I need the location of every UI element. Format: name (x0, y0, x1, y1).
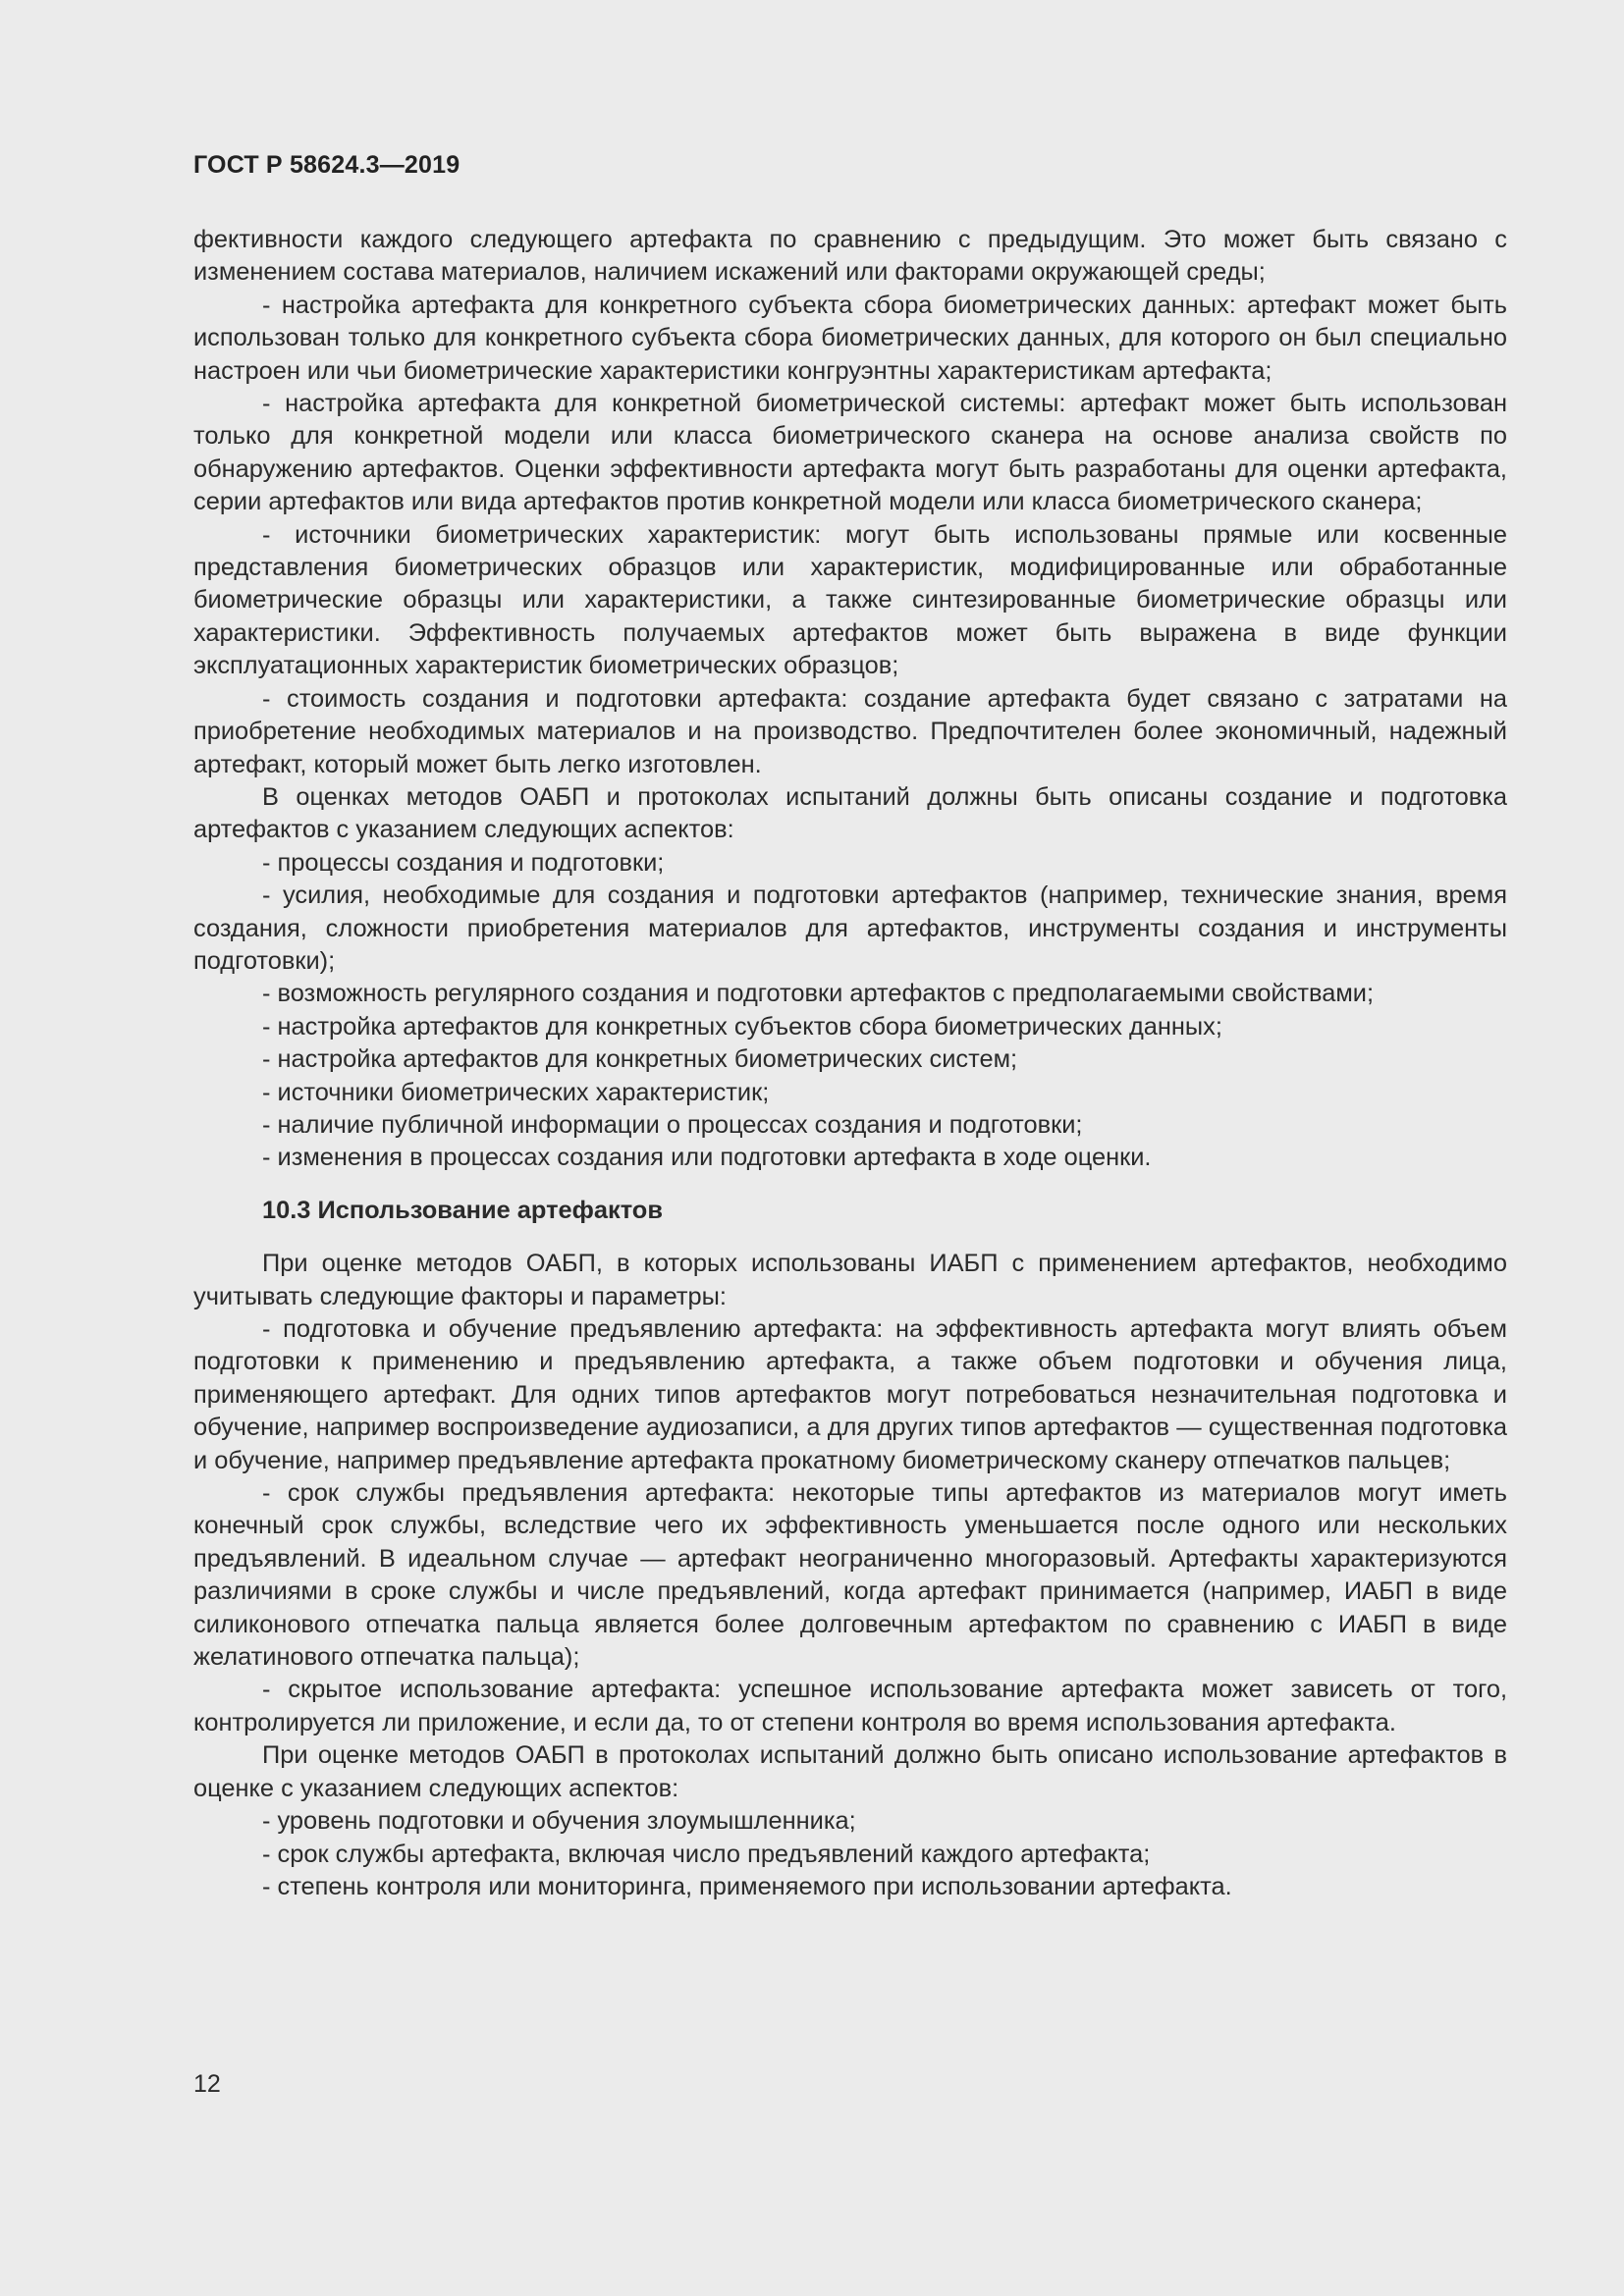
paragraph: При оценке методов ОАБП в протоколах испытаний должно быть описано использование артефактов в оценке с указанием следующих аспектов: (193, 1741, 1507, 1802)
paragraph: В оценках методов ОАБП и протоколах испытаний должны быть описаны создание и подготовка артефактов с указанием следующих аспектов: (193, 782, 1507, 844)
list-item: - степень контроля или мониторинга, применяемого при использовании артефакта. (262, 1872, 1232, 1900)
list-item: - срок службы предъявления артефакта: некоторые типы артефактов из материалов могут иметь конечный срок службы, вследствие чего их эффективность уменьшается после одного или нескольких предъявлений. В идеальном случае — артефакт неограниченно многоразовый. Артефакты характеризуются различиями в сроке службы и числе предъявлений, когда артефакт принимается (например, ИАБП в виде силиконового отпечатка пальца является более долговечным артефактом по сравнению с ИАБП в виде желатинового отпечатка пальца); (193, 1479, 1507, 1672)
paragraphs-after-section (193, 1248, 1507, 1903)
list-item: - уровень подготовки и обучения злоумышленника; (262, 1807, 856, 1836)
paragraph: При оценке методов ОАБП, в которых использованы ИАБП с применением артефактов, необходимо учитывать следующие факторы и параметры: (193, 1250, 1507, 1310)
list-item: - наличие публичной информации о процессах создания и подготовки; (262, 1110, 1083, 1139)
list-item: - возможность регулярного создания и подготовки артефактов с предполагаемыми свойствами; (262, 980, 1375, 1008)
list-item: - источники биометрических характеристик; (262, 1078, 770, 1106)
list-item: - усилия, необходимые для создания и подготовки артефактов (например, технические знания, время создания, сложности приобретения материалов для артефактов, инструменты создания и инструменты подготовки); (193, 881, 1507, 975)
list-item: - срок службы артефакта, включая число предъявлений каждого артефакта; (262, 1840, 1151, 1868)
list-item: - настройка артефакта для конкретной биометрической системы: артефакт может быть использован только для конкретной модели или класса биометрического сканера на основе анализа свойств по обнаружению артефактов. Оценки эффективности артефакта могут быть разработаны для оценки артефакта, серии артефактов или вида артефактов против конкретной модели или класса биометрического сканера; (193, 390, 1507, 516)
page-number: 12 (193, 2070, 221, 2098)
document-header: ГОСТ Р 58624.3—2019 (193, 151, 460, 179)
list-item: - подготовка и обучение предъявлению артефакта: на эффективность артефакта могут влиять объем подготовки к применению и предъявлению артефакта, а также объем подготовки и обучения лица, применяющего артефакт. Для одних типов артефактов могут потребоваться незначительная подготовка и обучение, например воспроизведение аудиозаписи, а для других типов артефактов — существенная подготовка и обучение, например предъявление артефакта прокатному биометрическому сканеру отпечатков пальцев; (193, 1315, 1507, 1474)
list-item: - процессы создания и подготовки; (262, 848, 665, 877)
list-item: - источники биометрических характеристик: могут быть использованы прямые или косвенные представления биометрических образцов или характеристик, модифицированные или обработанные биометрические образцы или характеристики, а также синтезированные биометрические образцы или характеристики. Эффективность получаемых артефактов может быть выражена в виде функции эксплуатационных характеристик биометрических образцов; (193, 520, 1507, 680)
paragraphs-before-section (193, 224, 1507, 1175)
list-item: - стоимость создания и подготовки артефакта: создание артефакта будет связано с затратами на приобретение необходимых материалов и на производство. Предпочтителен более экономичный, надежный артефакт, который может быть легко изготовлен. (193, 684, 1507, 778)
list-item: - изменения в процессах создания или подготовки артефакта в ходе оценки. (262, 1144, 1152, 1172)
section-heading: 10.3 Использование артефактов (262, 1196, 663, 1224)
list-item: - настройка артефактов для конкретных субъектов сбора биометрических данных; (262, 1012, 1222, 1041)
list-item: - настройка артефакта для конкретного субъекта сбора биометрических данных: артефакт может быть использован только для конкретного субъекта сбора биометрических данных, для которого он был специально настроен или чьи биометрические характеристики конгруэнтны характеристикам артефакта; (193, 291, 1507, 385)
list-item: - настройка артефактов для конкретных биометрических систем; (262, 1045, 1018, 1074)
paragraph: фективности каждого следующего артефакта по сравнению с предыдущим. Это может быть связано с изменением состава материалов, наличием искажений или факторами окружающей среды; (193, 226, 1507, 287)
list-item: - скрытое использование артефакта: успешное использование артефакта может зависеть от того, контролируется ли приложение, и если да, то от степени контроля во время использования артефакта. (193, 1676, 1507, 1736)
document-body (193, 224, 1507, 1903)
